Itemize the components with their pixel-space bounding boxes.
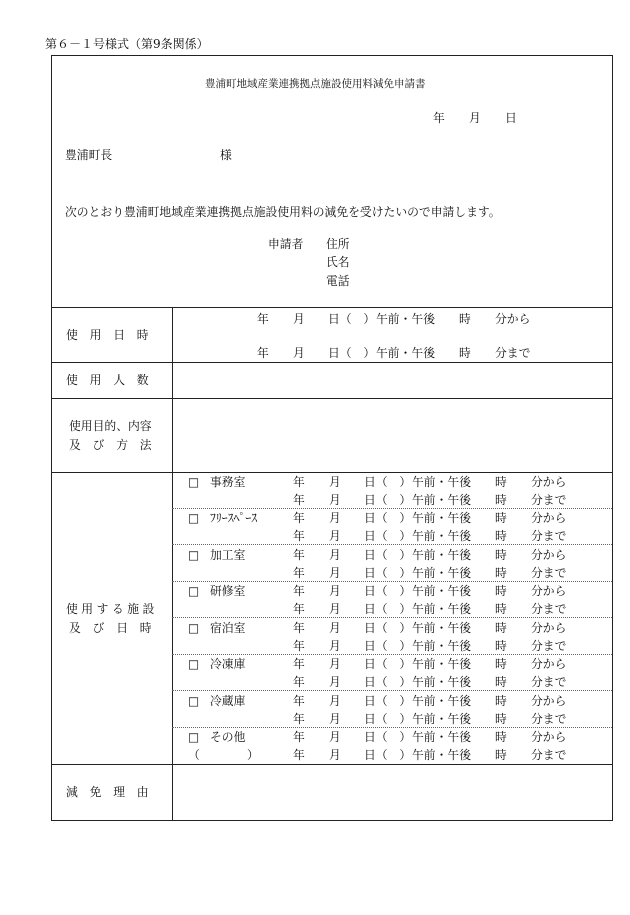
minute-from-field: 分から	[531, 620, 567, 635]
facility-row	[172, 472, 612, 509]
day-field: 日（ ）	[364, 511, 412, 525]
facility-checkbox: □	[188, 547, 200, 562]
reduction-reason-cell	[173, 765, 612, 820]
am-pm-field: 午前・午後	[412, 748, 471, 762]
month-field: 月	[329, 492, 341, 507]
date-year-label: 年	[433, 111, 445, 125]
hour-field: 時	[495, 511, 507, 525]
minute-until-field: 分まで	[531, 675, 567, 689]
am-pm-field: 午前・午後	[412, 511, 471, 525]
usage-datetime-label: 使 用 日 時	[66, 328, 149, 342]
hour-field: 時	[495, 638, 507, 653]
am-pm-field: 午前・午後	[412, 730, 471, 744]
am-pm-field: 午前・午後	[412, 492, 471, 507]
facility-name: 冷凍庫	[210, 657, 246, 671]
facility-row	[172, 545, 612, 582]
hour-field: 時	[495, 492, 507, 507]
purpose-label-line2: 及 び 方 法	[69, 438, 152, 452]
year-field: 年	[257, 312, 269, 326]
day-field: 日（ ）	[364, 474, 412, 489]
minute-from-field: 分から	[531, 584, 567, 598]
hour-field: 時	[495, 602, 507, 616]
year-field: 年	[293, 620, 305, 635]
am-pm-field: 午前・午後	[412, 529, 471, 543]
am-pm-field: 午前・午後	[412, 638, 471, 653]
year-field: 年	[293, 730, 305, 744]
hour-field: 時	[459, 346, 471, 360]
minute-until-field: 分まで	[495, 346, 531, 360]
day-field: 日（ ）	[364, 638, 412, 653]
applicant-phone-label: 電話	[326, 274, 350, 288]
facility-checkbox: □	[188, 657, 200, 671]
usage-datetime-cell	[172, 308, 612, 362]
year-field: 年	[293, 565, 305, 580]
month-field: 月	[329, 657, 341, 671]
facility-datetime-from	[293, 584, 583, 598]
month-field: 月	[329, 730, 341, 744]
facility-datetime-from	[293, 621, 583, 635]
hour-field: 時	[459, 312, 471, 326]
hour-field: 時	[495, 620, 507, 635]
month-field: 月	[329, 602, 341, 616]
addressee-honorific: 様	[220, 148, 232, 162]
year-field: 年	[293, 657, 305, 671]
minute-from-field: 分から	[531, 693, 567, 708]
am-pm-field: 午前・午後	[412, 693, 471, 708]
am-pm-field: 午前・午後	[376, 346, 435, 360]
minute-until-field: 分まで	[531, 565, 567, 580]
usage-datetime-to	[257, 346, 547, 360]
facility-datetime-to	[293, 566, 583, 580]
day-field: 日（ ）	[328, 312, 376, 326]
facility-name: 加工室	[210, 547, 246, 562]
day-field: 日（ ）	[364, 657, 412, 671]
am-pm-field: 午前・午後	[412, 584, 471, 598]
facility-checkbox: □	[188, 693, 200, 708]
facility-name: 冷蔵庫	[210, 693, 246, 708]
facility-row	[172, 509, 612, 546]
day-field: 日（ ）	[364, 565, 412, 580]
month-field: 月	[329, 584, 341, 598]
minute-until-field: 分まで	[531, 748, 567, 762]
facility-list	[172, 472, 612, 764]
am-pm-field: 午前・午後	[412, 657, 471, 671]
facility-datetime-from	[293, 475, 583, 489]
am-pm-field: 午前・午後	[412, 620, 471, 635]
year-field: 年	[293, 711, 305, 726]
month-field: 月	[329, 620, 341, 635]
day-field: 日（ ）	[364, 711, 412, 726]
day-field: 日（ ）	[364, 620, 412, 635]
facility-name: 研修室	[210, 584, 246, 598]
facility-datetime-from	[293, 511, 583, 525]
facility-datetime-from	[293, 694, 583, 708]
hour-field: 時	[495, 565, 507, 580]
year-field: 年	[293, 511, 305, 525]
date-day-label: 日	[505, 111, 517, 125]
facility-datetime-to	[293, 493, 583, 507]
month-field: 月	[329, 711, 341, 726]
addressee-name: 豊浦町長	[65, 148, 113, 162]
year-field: 年	[293, 492, 305, 507]
year-field: 年	[293, 529, 305, 543]
applicant-name-label: 氏名	[326, 255, 350, 269]
day-field: 日（ ）	[364, 584, 412, 598]
minute-until-field: 分まで	[531, 529, 567, 543]
day-field: 日（ ）	[364, 529, 412, 543]
minute-from-field: 分から	[531, 730, 567, 744]
year-field: 年	[293, 675, 305, 689]
facilities-label-line1: 使用する施設	[66, 602, 158, 616]
month-field: 月	[329, 638, 341, 653]
facility-datetime-to	[293, 602, 583, 616]
date-month-label: 月	[469, 111, 481, 125]
hour-field: 時	[495, 547, 507, 562]
facility-datetime-from	[293, 657, 583, 671]
applicant-label: 申請者	[268, 237, 304, 251]
facility-datetime-from	[293, 548, 583, 562]
month-field: 月	[329, 474, 341, 489]
facility-checkbox: □	[188, 620, 200, 635]
purpose-cell	[173, 399, 612, 472]
minute-until-field: 分まで	[531, 492, 567, 507]
facility-checkbox: □	[188, 474, 200, 489]
facility-row	[172, 655, 612, 692]
hour-field: 時	[495, 748, 507, 762]
facility-other-note: （ ）	[188, 748, 259, 762]
day-field: 日（ ）	[364, 748, 412, 762]
minute-until-field: 分まで	[531, 711, 567, 726]
facility-datetime-to	[293, 529, 583, 543]
minute-from-field: 分から	[531, 474, 567, 489]
facility-datetime-from	[293, 730, 583, 744]
month-field: 月	[329, 529, 341, 543]
minute-from-field: 分から	[531, 547, 567, 562]
reduction-reason-label: 減 免 理 由	[66, 785, 149, 799]
facility-row	[172, 582, 612, 619]
am-pm-field: 午前・午後	[412, 602, 471, 616]
year-field: 年	[257, 346, 269, 360]
day-field: 日（ ）	[364, 693, 412, 708]
application-statement: 次のとおり豊浦町地域産業連携拠点施設使用料の減免を受けたいので申請します。	[65, 205, 501, 219]
year-field: 年	[293, 547, 305, 562]
day-field: 日（ ）	[364, 547, 412, 562]
facility-datetime-to	[293, 748, 583, 762]
form-title: 豊浦町地域産業連携拠点施設使用料減免申請書	[205, 78, 426, 90]
day-field: 日（ ）	[364, 492, 412, 507]
am-pm-field: 午前・午後	[412, 675, 471, 689]
minute-until-field: 分まで	[531, 638, 567, 653]
usage-datetime-from	[257, 312, 547, 326]
day-field: 日（ ）	[364, 675, 412, 689]
facility-checkbox: □	[188, 730, 200, 744]
year-field: 年	[293, 474, 305, 489]
facility-row	[172, 728, 612, 765]
am-pm-field: 午前・午後	[376, 312, 435, 326]
facility-checkbox: □	[188, 584, 200, 598]
minute-from-field: 分から	[495, 312, 531, 326]
headcount-label: 使 用 人 数	[66, 373, 149, 387]
facility-name: 宿泊室	[210, 620, 246, 635]
hour-field: 時	[495, 675, 507, 689]
month-field: 月	[329, 693, 341, 708]
year-field: 年	[293, 602, 305, 616]
hour-field: 時	[495, 693, 507, 708]
month-field: 月	[329, 565, 341, 580]
applicant-address-label: 住所	[326, 237, 350, 251]
facility-name: その他	[210, 730, 246, 744]
year-field: 年	[293, 748, 305, 762]
hour-field: 時	[495, 529, 507, 543]
day-field: 日（ ）	[328, 346, 376, 360]
month-field: 月	[329, 675, 341, 689]
day-field: 日（ ）	[364, 730, 412, 744]
facility-row	[172, 691, 612, 728]
day-field: 日（ ）	[364, 602, 412, 616]
facility-name: ﾌﾘｰｽﾍﾟｰｽ	[210, 511, 258, 525]
facility-datetime-to	[293, 675, 583, 689]
hour-field: 時	[495, 474, 507, 489]
facility-name: 事務室	[210, 474, 246, 489]
purpose-label-line1: 使用目的、内容	[69, 419, 152, 433]
facility-datetime-to	[293, 712, 583, 726]
hour-field: 時	[495, 730, 507, 744]
minute-until-field: 分まで	[531, 602, 567, 616]
year-field: 年	[293, 693, 305, 708]
month-field: 月	[293, 312, 305, 326]
month-field: 月	[329, 748, 341, 762]
month-field: 月	[329, 511, 341, 525]
month-field: 月	[329, 547, 341, 562]
am-pm-field: 午前・午後	[412, 711, 471, 726]
headcount-cell	[173, 363, 612, 398]
am-pm-field: 午前・午後	[412, 474, 471, 489]
hour-field: 時	[495, 711, 507, 726]
minute-from-field: 分から	[531, 511, 567, 525]
facility-datetime-to	[293, 639, 583, 653]
hour-field: 時	[495, 584, 507, 598]
am-pm-field: 午前・午後	[412, 565, 471, 580]
am-pm-field: 午前・午後	[412, 547, 471, 562]
form-number: 第６－１号様式（第9条関係）	[45, 37, 209, 51]
year-field: 年	[293, 638, 305, 653]
month-field: 月	[293, 346, 305, 360]
minute-from-field: 分から	[531, 657, 567, 671]
year-field: 年	[293, 584, 305, 598]
facilities-label-line2: 及 び 日 時	[69, 621, 152, 635]
facility-row	[172, 618, 612, 655]
facility-checkbox: □	[188, 511, 200, 525]
hour-field: 時	[495, 657, 507, 671]
